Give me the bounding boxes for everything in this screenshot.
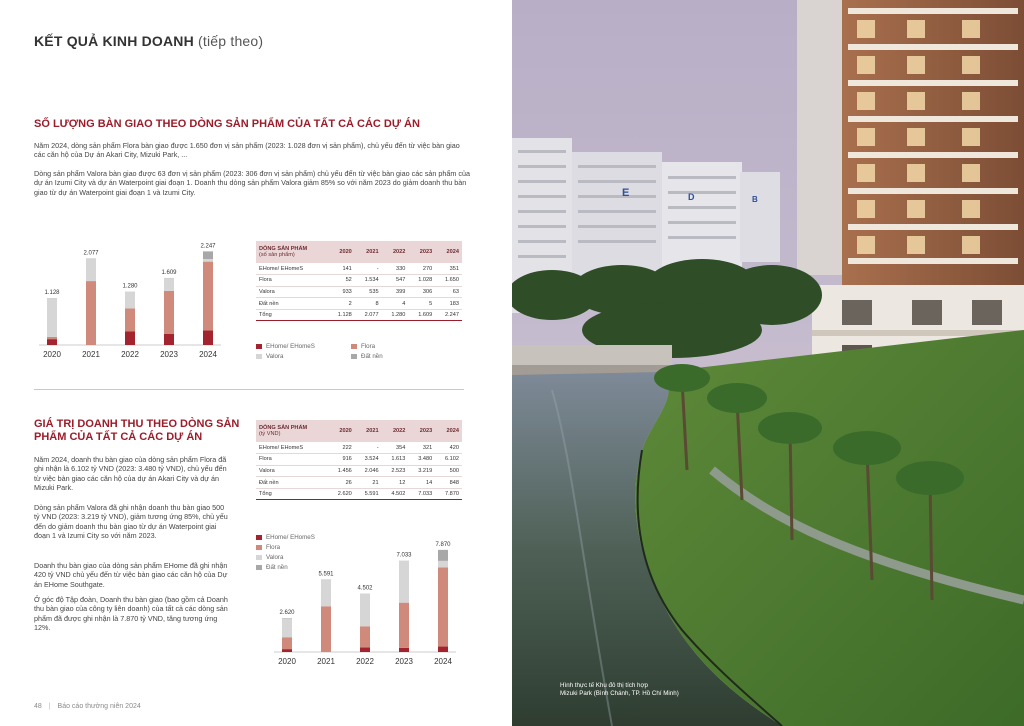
bar-flora-2022 (360, 626, 370, 647)
table2-cell: 222 (328, 442, 355, 454)
bar-ehome-2022 (360, 647, 370, 652)
table1-year: 2023 (408, 241, 435, 263)
footer-page-number: 48 (34, 703, 42, 710)
legend2-label-flora: Flora (266, 544, 281, 551)
table2-year: 2020 (328, 420, 355, 442)
photo-panel (512, 0, 1024, 726)
table1-year: 2021 (355, 241, 382, 263)
x-tick-2023: 2023 (160, 350, 178, 359)
legend2-swatch-valora (256, 555, 262, 560)
table1-header-line2: (số sản phẩm) (259, 252, 295, 258)
table2-cell: 14 (408, 477, 435, 489)
table2-row-label: Tổng (256, 488, 328, 500)
legend2-label-datnen: Đất nền (266, 564, 288, 571)
building-letter-e: E (622, 187, 630, 199)
table1-cell: 1.128 (328, 309, 355, 321)
legend2-label-ehome: EHome/ EHomeS (266, 534, 315, 541)
table1-cell: 2 (328, 298, 355, 310)
table1-cell: 270 (408, 263, 435, 275)
table2-year: 2024 (435, 420, 462, 442)
legend-swatch-ehome (256, 344, 262, 349)
table2-row-label: EHome/ EHomeS (256, 442, 328, 454)
table1-year: 2022 (382, 241, 409, 263)
table2-cell: 420 (435, 442, 462, 454)
legend2-label-valora: Valora (266, 554, 284, 561)
table1-cell: 933 (328, 286, 355, 298)
page-title-suffix: (tiếp theo) (198, 33, 264, 49)
section1-para1: Năm 2024, dòng sản phẩm Flora bàn giao được 1.650 đơn vị sản phẩm (2023: 1.028 đơn vị sản phẩm), chủ yếu đến từ việc bàn giao các căn hộ của Dự án Akari City, Mizuki Park, ... (34, 141, 460, 160)
table1-cell: 183 (435, 298, 462, 310)
photo-caption (560, 682, 679, 698)
bar-valora-2022 (360, 594, 370, 627)
table2-cell: 2.046 (355, 465, 382, 477)
table2-cell: 7.033 (408, 488, 435, 500)
legend2-swatch-flora (256, 545, 262, 550)
bar-ehome-2024 (203, 330, 213, 345)
table2-cell: 12 (382, 477, 409, 489)
table1-cell: 1.028 (408, 275, 435, 287)
section2-title-line1: GIÁ TRỊ DOANH THU THEO DÒNG SẢN (34, 418, 240, 430)
table1-row (256, 275, 462, 287)
table1-cell: 8 (355, 298, 382, 310)
table2-row (256, 465, 462, 477)
legend-label-valora: Valora (266, 353, 284, 360)
bar-valora-2021 (321, 580, 331, 607)
table1-row (256, 263, 462, 275)
section2-para4: Ở góc độ Tập đoàn, Doanh thu bàn giao (bao gồm cả Doanh thu bàn giao của công ty liên doanh) của tất cả các dòng sản phẩm đã được ghi nhận là 7.870 tỷ VND, tăng tương ứng 12%. (34, 595, 228, 632)
total-label-2024: 7.870 (435, 541, 451, 548)
legend-swatch-datnen (351, 354, 357, 359)
table2-cell: 500 (435, 465, 462, 477)
table1-cell: 63 (435, 286, 462, 298)
section2-para3: Doanh thu bàn giao của dòng sản phẩm EHome đã ghi nhận 420 tỷ VND chủ yếu đến từ việc bàn giao các căn hộ của Dự án EHome Southgate. (34, 561, 228, 589)
bar-flora-2021 (86, 281, 96, 345)
legend2-swatch-datnen (256, 565, 262, 570)
table2-cell: 321 (408, 442, 435, 454)
table2-row-label: Đất nền (256, 477, 328, 489)
bar-ehome-2022 (125, 331, 135, 345)
table1-year: 2020 (328, 241, 355, 263)
caption-line2: Mizuki Park (Bình Chánh, TP. Hồ Chí Minh) (560, 690, 679, 697)
bar-flora-2020 (282, 637, 292, 649)
bar-datnen-2024 (203, 251, 213, 259)
table1-cell: 52 (328, 275, 355, 287)
total-label-2021: 2.077 (83, 250, 99, 257)
table1-cell: 141 (328, 263, 355, 275)
table1-row-label: Flora (256, 275, 328, 287)
table2-cell: 2.523 (382, 465, 409, 477)
legend-item-valora (256, 353, 283, 360)
chart-revenue (268, 526, 478, 676)
table2-cell: 3.480 (408, 454, 435, 466)
table2-cell: 848 (435, 477, 462, 489)
x-tick-2021: 2021 (317, 657, 335, 666)
table1-cell: 330 (382, 263, 409, 275)
table2-header-line2: (tỷ VND) (259, 431, 281, 437)
table1-row-label: EHome/ EHomeS (256, 263, 328, 275)
x-tick-2021: 2021 (82, 350, 100, 359)
table2-cell: - (355, 442, 382, 454)
table2-year: 2023 (408, 420, 435, 442)
total-label-2022: 1.280 (122, 283, 138, 290)
table1-cell: 306 (408, 286, 435, 298)
table1-row-label: Tổng (256, 309, 328, 321)
legend-label-datnen: Đất nền (361, 353, 383, 360)
bar-flora-2020 (47, 337, 57, 339)
table1-cell: 547 (382, 275, 409, 287)
table-revenue (256, 420, 462, 500)
bar-flora-2021 (321, 606, 331, 652)
legend-label-flora: Flora (361, 343, 376, 350)
section2-para1: Năm 2024, doanh thu bàn giao của dòng sản phẩm Flora đã ghi nhận là 6.102 tỷ VND (2023: 3.480 tỷ VND), chủ yếu đến từ việc bàn giao các căn hộ của dự án Akari City và dự án Mizuki Park. (34, 455, 227, 492)
bar-flora-2024 (203, 262, 213, 331)
table2-cell: 26 (328, 477, 355, 489)
legend-swatch-valora (256, 354, 262, 359)
section2-title (34, 418, 254, 444)
x-tick-2020: 2020 (278, 657, 296, 666)
legend-item-flora (351, 343, 375, 350)
table1-cell: 1.280 (382, 309, 409, 321)
bar-ehome-2023 (399, 648, 409, 652)
footer-separator: | (48, 703, 51, 710)
table2-year: 2022 (382, 420, 409, 442)
table1-header-row (256, 241, 462, 263)
bar-flora-2023 (399, 603, 409, 648)
bar-valora-2020 (47, 298, 57, 337)
bar-ehome-2020 (47, 339, 57, 345)
legend-item-ehome (256, 343, 315, 350)
table1-cell: 1.609 (408, 309, 435, 321)
bar-flora-2022 (125, 308, 135, 331)
table2-cell: 1.613 (382, 454, 409, 466)
table1-cell: - (355, 263, 382, 275)
table2-row (256, 442, 462, 454)
table1-row (256, 298, 462, 310)
table1-row-label: Valora (256, 286, 328, 298)
footer-report-name: Báo cáo thường niên 2024 (57, 703, 141, 710)
x-tick-2024: 2024 (434, 657, 452, 666)
legend-swatch-flora (351, 344, 357, 349)
table2-year: 2021 (355, 420, 382, 442)
building-letter-b: B (752, 195, 758, 204)
caption-line1: Hình thực tế Khu đô thị tích hợp (560, 682, 648, 689)
table1-row-label: Đất nền (256, 298, 328, 310)
tower-building (797, 0, 1024, 290)
table1-cell: 1.650 (435, 275, 462, 287)
legend2-swatch-ehome (256, 535, 262, 540)
table2-row (256, 488, 462, 500)
table2-cell: 2.620 (328, 488, 355, 500)
table1-cell: 535 (355, 286, 382, 298)
table2-row (256, 477, 462, 489)
chart1-legend (256, 343, 456, 363)
bar-datnen-2024 (438, 550, 448, 561)
x-tick-2023: 2023 (395, 657, 413, 666)
section2-title-line2: PHẨM CỦA TẤT CẢ CÁC DỰ ÁN (34, 431, 203, 443)
table2-cell: 4.502 (382, 488, 409, 500)
total-label-2024: 2.247 (200, 243, 216, 250)
table2-cell: 354 (382, 442, 409, 454)
table1-cell: 351 (435, 263, 462, 275)
total-label-2020: 2.620 (279, 610, 295, 617)
table2-cell: 3.524 (355, 454, 382, 466)
table2-cell: 6.102 (435, 454, 462, 466)
total-label-2023: 1.609 (161, 269, 177, 276)
table1-header-line1: DÒNG SẢN PHẨM (259, 246, 308, 252)
bar-valora-2020 (282, 618, 292, 637)
table2-cell: 5.591 (355, 488, 382, 500)
x-tick-2024: 2024 (199, 350, 217, 359)
table2-cell: 3.219 (408, 465, 435, 477)
bar-valora-2024 (438, 561, 448, 567)
chart-delivery-units (34, 226, 234, 366)
table1-row (256, 286, 462, 298)
table1-cell: 2.077 (355, 309, 382, 321)
x-tick-2020: 2020 (43, 350, 61, 359)
total-label-2021: 5.591 (318, 571, 334, 578)
total-label-2023: 7.033 (396, 552, 412, 559)
bar-valora-2022 (125, 292, 135, 309)
table1-cell: 4 (382, 298, 409, 310)
total-label-2022: 4.502 (357, 585, 373, 592)
table-delivery-units (256, 241, 462, 321)
section1-title: SỐ LƯỢNG BÀN GIAO THEO DÒNG SẢN PHẨM CỦA TẤT CẢ CÁC DỰ ÁN (34, 118, 420, 130)
page-footer (34, 703, 141, 710)
bar-flora-2023 (164, 291, 174, 334)
section1-para2: Dòng sản phẩm Valora bàn giao được 63 đơn vị sản phẩm (2023: 306 đơn vị sản phẩm) chủ yếu đến từ việc bàn giao các sản phẩm của dự án Izumi City và dự án Waterpoint giai đoạn 1. Doanh thu dòng sản phẩm Valora giảm 85% so với năm 2023 do giảm doanh thu bàn giao từ dự án Waterpoint giai đoạn 1 và Izumi City. (34, 169, 470, 197)
table1-row (256, 309, 462, 321)
table2-row-label: Valora (256, 465, 328, 477)
total-label-2020: 1.128 (44, 290, 60, 296)
section2-para2: Dòng sản phẩm Valora đã ghi nhận doanh thu bàn giao 500 tỷ VND (2023: 3.219 tỷ VND), giảm tương ứng 85%, chủ yếu đến do giảm doanh thu bàn giao từ dự án Waterpoint giai đoạn 1 và Izumi City so với năm 2023. (34, 503, 228, 540)
table2-header-label (256, 420, 328, 442)
legend-item-datnen (351, 353, 383, 360)
table2-cell: 1.456 (328, 465, 355, 477)
bar-valora-2023 (164, 278, 174, 291)
photo-mizuki-park (512, 0, 1024, 726)
table2-header-line1: DÒNG SẢN PHẨM (259, 425, 308, 431)
table2-cell: 21 (355, 477, 382, 489)
table1-year: 2024 (435, 241, 462, 263)
table2-cell: 916 (328, 454, 355, 466)
table2-row-label: Flora (256, 454, 328, 466)
table1-cell: 1.534 (355, 275, 382, 287)
page-title (34, 33, 263, 49)
bar-valora-2021 (86, 259, 96, 281)
legend-label-ehome: EHome/ EHomeS (266, 343, 315, 350)
table2-row (256, 454, 462, 466)
bar-ehome-2024 (438, 647, 448, 652)
bar-valora-2024 (203, 259, 213, 262)
bar-ehome-2023 (164, 334, 174, 345)
bar-valora-2023 (399, 561, 409, 603)
table2-cell: 7.870 (435, 488, 462, 500)
table1-header-label (256, 241, 328, 263)
page-title-main: KẾT QUẢ KINH DOANH (34, 33, 194, 49)
table1-cell: 399 (382, 286, 409, 298)
bar-flora-2024 (438, 567, 448, 646)
bar-ehome-2020 (282, 649, 292, 652)
table1-cell: 5 (408, 298, 435, 310)
table1-cell: 2.247 (435, 309, 462, 321)
x-tick-2022: 2022 (356, 657, 374, 666)
section-divider (34, 389, 464, 390)
building-letter-d: D (688, 192, 695, 202)
x-tick-2022: 2022 (121, 350, 139, 359)
table2-header-row (256, 420, 462, 442)
